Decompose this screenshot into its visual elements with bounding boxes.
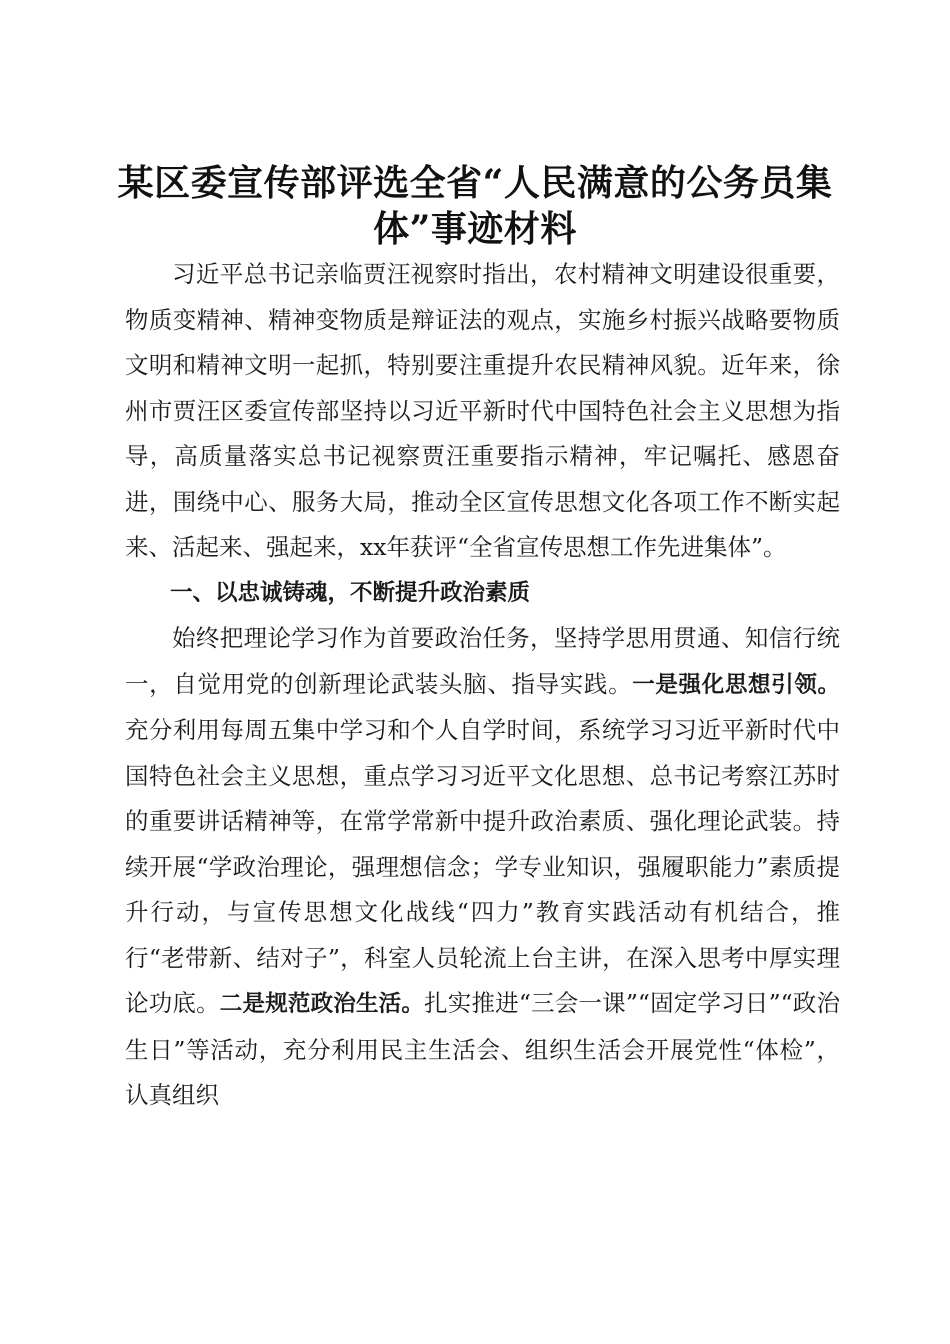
point-one-label: 一是强化思想引领。 [632,671,840,698]
point-two-label: 二是规范政治生活。 [219,991,425,1017]
point-two-text: 扎实推进“三会一课”“固定学习日”“政治生日”等活动，充分利用民主生活会、组织生活会开展党性“体检”，认真组织 [125,989,840,1109]
document-title: 某区委宣传部评选全省“人民满意的公务员集体”事迹材料 [117,162,833,250]
intro-paragraph: 习近平总书记亲临贾汪视察时指出，农村精神文明建设很重要，物质变精神、精神变物质是辩证法的观点，实施乡村振兴战略要物质文明和精神文明一起抓，特别要注重提升农民精神风貌。近年来，徐州市贾汪区委宣传部坚持以习近平新时代中国特色社会主义思想为指导，高质量落实总书记视察贾汪重要指示精神，牢记嘱托、感恩奋进，围绕中心、服务大局，推动全区宣传思想文化各项工作不断实起来、活起来、强起来，xx年获评“全省宣传思想工作先进集体”。 [125,260,840,561]
section-heading: 一、以忠诚铸魂，不断提升政治素质 [170,579,531,606]
section-paragraph [125,616,840,1119]
point-one-text: 充分利用每周五集中学习和个人自学时间，系统学习习近平新时代中国特色社会主义思想，重点学习习近平文化思想、总书记考察江苏时的重要讲话精神等，在常学常新中提升政治素质、强化理论武装。持续开展“学政治理论，强理想信念；学专业知识，强履职能力”素质提升行动，与宣传思想文化战线“四力”教育实践活动有机结合，推行“老带新、结对子”，科室人员轮流上台主讲，在深入思考中厚实理论功底。 [125,716,840,1017]
paragraph-lead-text: 始终把理论学习作为首要政治任务，坚持学思用贯通、知信行统一，自觉用党的创新理论武装头脑、指导实践。 [125,624,840,698]
document-body [125,252,840,1119]
